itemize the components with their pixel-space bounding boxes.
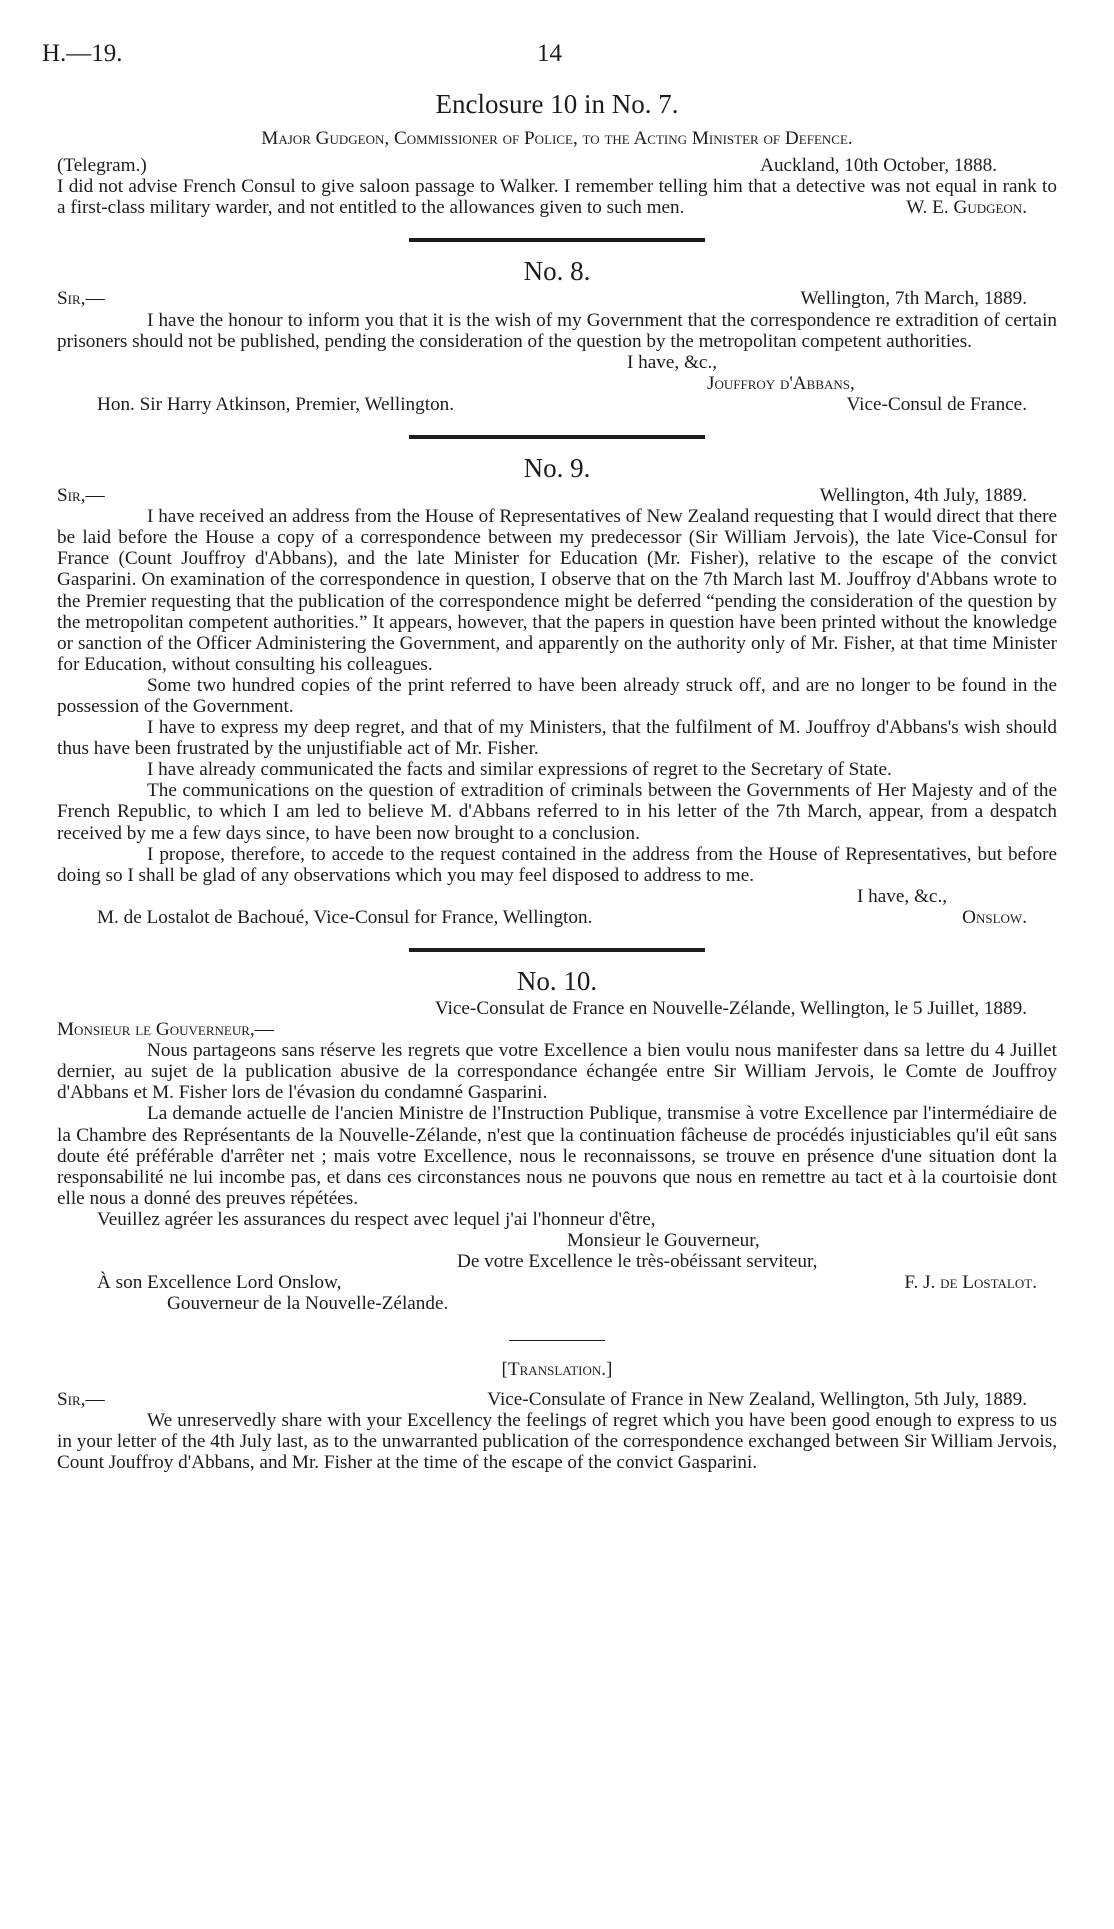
no8-footer-row xyxy=(57,394,1057,415)
translation-place-date: Vice-Consulate of France in New Zealand, Wellington, 5th July, 1889. xyxy=(487,1388,1027,1410)
no9-paragraph: I propose, therefore, to accede to the request contained in the address from the House of Representatives, but before doing so I shall be glad of any observations which you may feel disposed to address to me. xyxy=(57,843,1057,886)
no9-paragraph: I have to express my deep regret, and that of my Ministers, that the fulfilment of M. Jouffroy d'Abbans's wish should thus have been frustrated by the unjustifiable act of Mr. Fisher. xyxy=(57,717,1057,760)
section-title-no10: No. 10. xyxy=(516,966,598,996)
enclosure-body: I did not advise French Consul to give saloon passage to Walker. I remember telling him that a detective was not equal in rank to a first-class military warder, and not entitled to the allowances given to such men. xyxy=(57,176,1057,219)
no9-footer-row xyxy=(57,907,1057,928)
translation-header-row xyxy=(57,1389,1057,1410)
enclosure-place-date: Auckland, 10th October, 1888. xyxy=(760,155,997,177)
no10-place-date: Vice-Consulat de France en Nouvelle-Zélande, Wellington, le 5 Juillet, 1889. xyxy=(434,998,1027,1019)
enclosure-title: Enclosure 10 in No. 7. xyxy=(435,89,679,119)
no9-addressee: M. de Lostalot de Bachoué, Vice-Consul for France, Wellington. xyxy=(97,906,593,928)
no10-paragraph: Nous partageons sans réserve les regrets que votre Excellence a bien voulu nous manifester dans sa lettre du 4 Juillet dernier, au sujet de la publication abusive de la correspondance échangée entre Sir William Jervois, le Comte de Jouffroy d'Abbans et M. Fisher lors de l'évasion du condamné Gasparini. xyxy=(57,1040,1057,1104)
translation-salutation: Sir,— xyxy=(57,1388,105,1410)
no9-closing: I have, &c., xyxy=(857,885,948,907)
no8-signature: Jouffroy d'Abbans, xyxy=(707,372,855,394)
section-divider xyxy=(409,238,705,242)
no8-place-date: Wellington, 7th March, 1889. xyxy=(800,288,1027,310)
translation-heading: [Translation.] xyxy=(501,1359,613,1381)
no9-place-date: Wellington, 4th July, 1889. xyxy=(819,485,1027,507)
section-divider xyxy=(409,435,705,439)
enclosure-signature: W. E. Gudgeon. xyxy=(906,197,1027,219)
no8-addressee: Hon. Sir Harry Atkinson, Premier, Wellington. xyxy=(97,393,455,415)
no8-body: I have the honour to inform you that it is the wish of my Government that the correspondence re extradition of certain prisoners should not be published, pending the consideration of the question by the metropolitan competent authorities. xyxy=(57,309,1057,352)
no10-footer-row xyxy=(57,1272,1057,1293)
page-number: 14 xyxy=(537,40,562,67)
no10-closing-3: De votre Excellence le très-obéissant serviteur, xyxy=(457,1251,818,1273)
no10-paragraph: La demande actuelle de l'ancien Ministre de l'Instruction Publique, transmise à votre Excellence par l'intermédiaire de la Chambre des Représentants de la Nouvelle-Zélande, n'est que la continuation fâcheuse de procédés injusticiables qu'il eût sans doute été préférable d'arrêter net ; mais votre Excellence, nous le reconnaissons, se trouve en présence d'une situation dont la responsabilité ne lui incombe pas, et dans ces circonstances nous ne pouvons que nous en remettre au tact et à la courtoisie dont elle nous a donné des preuves répétées. xyxy=(57,1103,1057,1209)
translation-divider xyxy=(509,1340,605,1341)
no10-addressee-1: À son Excellence Lord Onslow, xyxy=(97,1272,342,1294)
section-title-no8: No. 8. xyxy=(523,256,591,287)
report-code: H.—19. xyxy=(42,40,123,67)
no9-paragraph: I have already communicated the facts and similar expressions of regret to the Secretary of State. xyxy=(147,759,892,781)
no10-closing-1: Veuillez agréer les assurances du respect avec lequel j'ai l'honneur d'être, xyxy=(97,1208,656,1230)
no10-salutation: Monsieur le Gouverneur,— xyxy=(57,1019,274,1041)
no8-title-sig: Vice-Consul de France. xyxy=(846,393,1027,415)
enclosure-header-row xyxy=(57,155,1057,176)
no9-paragraph: Some two hundred copies of the print referred to have been already struck off, and are no longer to be found in the possession of the Government. xyxy=(57,674,1057,717)
no8-closing: I have, &c., xyxy=(627,351,718,373)
no9-header-row xyxy=(57,485,1057,506)
no9-signature: Onslow. xyxy=(962,906,1027,928)
enclosure-subtitle: Major Gudgeon, Commissioner of Police, to the Acting Minister of Defence. xyxy=(261,128,853,149)
no8-salutation: Sir,— xyxy=(57,288,105,310)
document-body xyxy=(57,88,1057,1473)
no9-paragraph: The communications on the question of extradition of criminals between the Governments of Her Majesty and of the French Republic, to which I am led to believe M. d'Abbans referred to in his letter of the 7th March, appear, from a despatch received by me a few days since, to have been now brought to a conclusion. xyxy=(57,780,1057,844)
translation-body: We unreservedly share with your Excellency the feelings of regret which you have been good enough to express to us in your letter of the 4th July last, as to the unwarranted publication of the correspondence exchanged between Sir William Jervois, Count Jouffroy d'Abbans, and Mr. Fisher at the time of the escape of the convict Gasparini. xyxy=(57,1409,1057,1473)
no9-salutation: Sir,— xyxy=(57,485,105,507)
no8-header-row xyxy=(57,288,1057,309)
no9-paragraph: I have received an address from the House of Representatives of New Zealand requesting that I would direct that there be laid before the House a copy of a correspondence between my predecessor (Sir William Jervois), the late Vice-Consul for France (Count Jouffroy d'Abbans), and the late Minister for Education (Mr. Fisher), relative to the escape of the convict Gasparini. On examination of the correspondence in question, I observe that on the 7th March last M. Jouffroy d'Abbans wrote to the Premier requesting that the publication of the correspondence might be deferred “pending the consideration of the question by the metropolitan competent authorities.” It appears, however, that the papers in question have been printed without the knowledge or sanction of the Officer Administering the Government, and apparently on the authority only of Mr. Fisher, at that time Minister for Education, without consulting his colleagues. xyxy=(57,506,1057,675)
no10-addressee-2: Gouverneur de la Nouvelle-Zélande. xyxy=(167,1293,449,1315)
telegram-label: (Telegram.) xyxy=(57,155,147,177)
section-title-no9: No. 9. xyxy=(523,453,591,484)
no10-signature: F. J. de Lostalot. xyxy=(904,1272,1037,1294)
no10-closing-2: Monsieur le Gouverneur, xyxy=(567,1230,760,1252)
section-divider xyxy=(409,948,705,952)
